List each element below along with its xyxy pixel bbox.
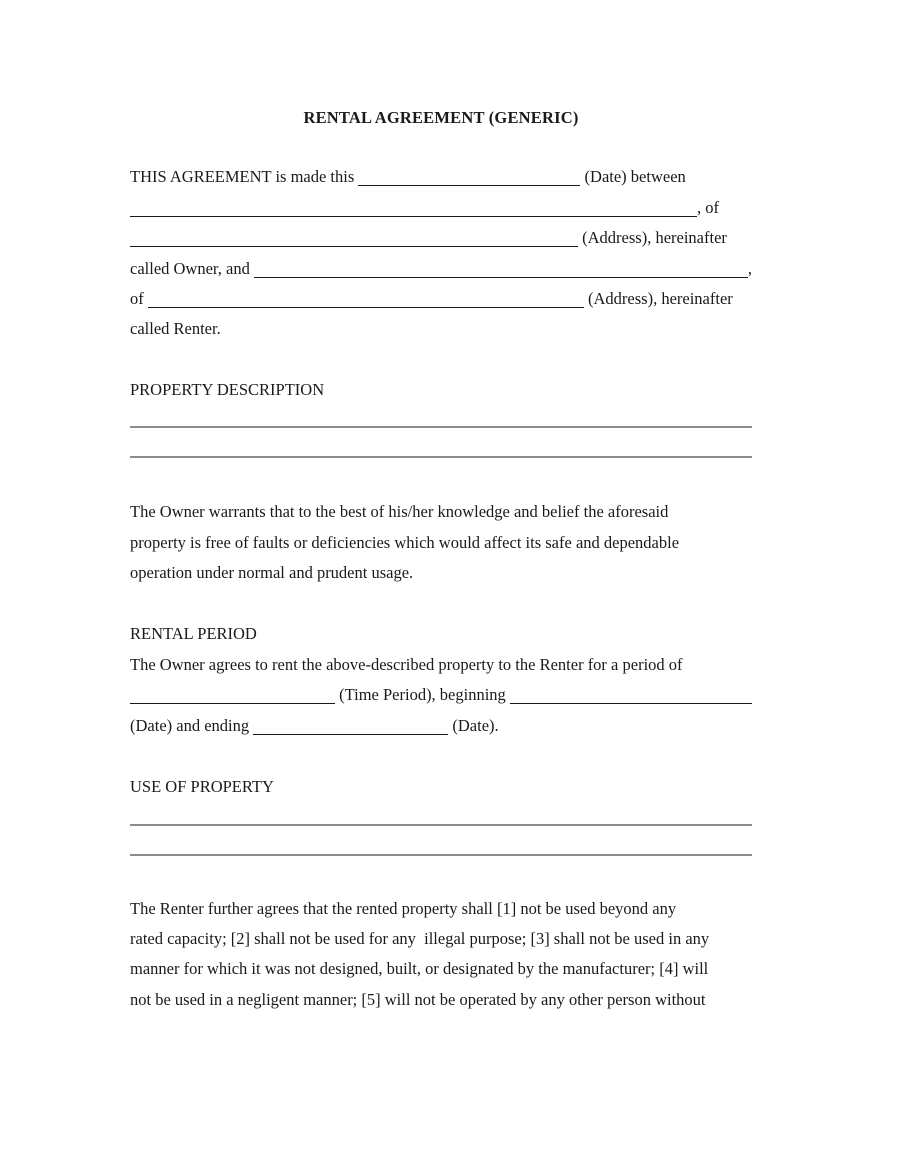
date-blank-field: [358, 185, 580, 186]
warranty-line: property is free of faults or deficiencies which would affect its safe and dependable: [130, 532, 680, 552]
document-content: [130, 0, 752, 1015]
use-of-property-blank-line-2: [130, 854, 752, 856]
owner-name-blank-field: [130, 216, 697, 217]
begin-date-blank-field: [510, 703, 752, 704]
intro-line-1-suffix: (Date) between: [580, 167, 686, 187]
intro-line-3-suffix: (Address), hereinafter: [578, 228, 727, 248]
property-description-blank-line-1: [130, 426, 752, 428]
intro-line-1: [130, 162, 752, 192]
rental-period-heading: RENTAL PERIOD: [130, 624, 257, 644]
use-of-property-heading: USE OF PROPERTY: [130, 777, 274, 797]
use-of-property-blank-line-1: [130, 824, 752, 826]
intro-line-5-text: of: [130, 289, 148, 309]
intro-line-5: [130, 284, 752, 314]
intro-line-6: [130, 314, 752, 344]
renter-agreement-line: not be used in a negligent manner; [5] will not be operated by any other person without: [130, 989, 706, 1009]
renter-agreement-line: rated capacity; [2] shall not be used for any illegal purpose; [3] shall not be used in any: [130, 928, 710, 948]
rental-period-line-3-suffix: (Date).: [448, 715, 499, 735]
renter-agreement-line: The Renter further agrees that the rented property shall [1] not be used beyond any: [130, 898, 677, 918]
warranty-paragraph: [130, 497, 752, 588]
renter-agreement-line: manner for which it was not designed, built, or designated by the manufacturer; [4] will: [130, 959, 709, 979]
property-description-heading: PROPERTY DESCRIPTION: [130, 379, 325, 399]
intro-line-6-text: called Renter.: [130, 319, 221, 339]
owner-address-blank-field: [130, 246, 578, 247]
intro-line-4-text: called Owner, and: [130, 258, 254, 278]
document-title: RENTAL AGREEMENT (GENERIC): [303, 108, 579, 127]
intro-line-4-suffix: ,: [747, 258, 752, 278]
renter-agreement-paragraph: [130, 894, 752, 1016]
intro-line-3: [130, 223, 752, 253]
intro-paragraph: [130, 162, 752, 344]
time-period-blank-field: [130, 703, 335, 704]
rental-period-line-1: The Owner agrees to rent the above-described property to the Renter for a period of: [130, 654, 683, 674]
end-date-blank-field: [253, 734, 448, 735]
intro-line-4: [130, 254, 752, 284]
warranty-line: The Owner warrants that to the best of his/her knowledge and belief the aforesaid: [130, 502, 669, 522]
rental-period-line-2-text: (Time Period), beginning: [335, 685, 510, 705]
rental-period-line-3-text: (Date) and ending: [130, 715, 254, 735]
rental-period-line-2: [130, 680, 752, 710]
intro-line-1-text: THIS AGREEMENT is made this: [130, 167, 359, 187]
renter-address-blank-field: [148, 307, 584, 308]
intro-line-2: [130, 193, 752, 223]
property-description-blank-line-2: [130, 456, 752, 458]
intro-line-2-suffix: , of: [697, 197, 719, 217]
intro-line-5-suffix: (Address), hereinafter: [583, 289, 733, 309]
rental-period-section: [130, 619, 752, 741]
warranty-line: operation under normal and prudent usage.: [130, 563, 414, 583]
renter-name-blank-field: [254, 277, 748, 278]
rental-period-line-3: [130, 711, 752, 741]
